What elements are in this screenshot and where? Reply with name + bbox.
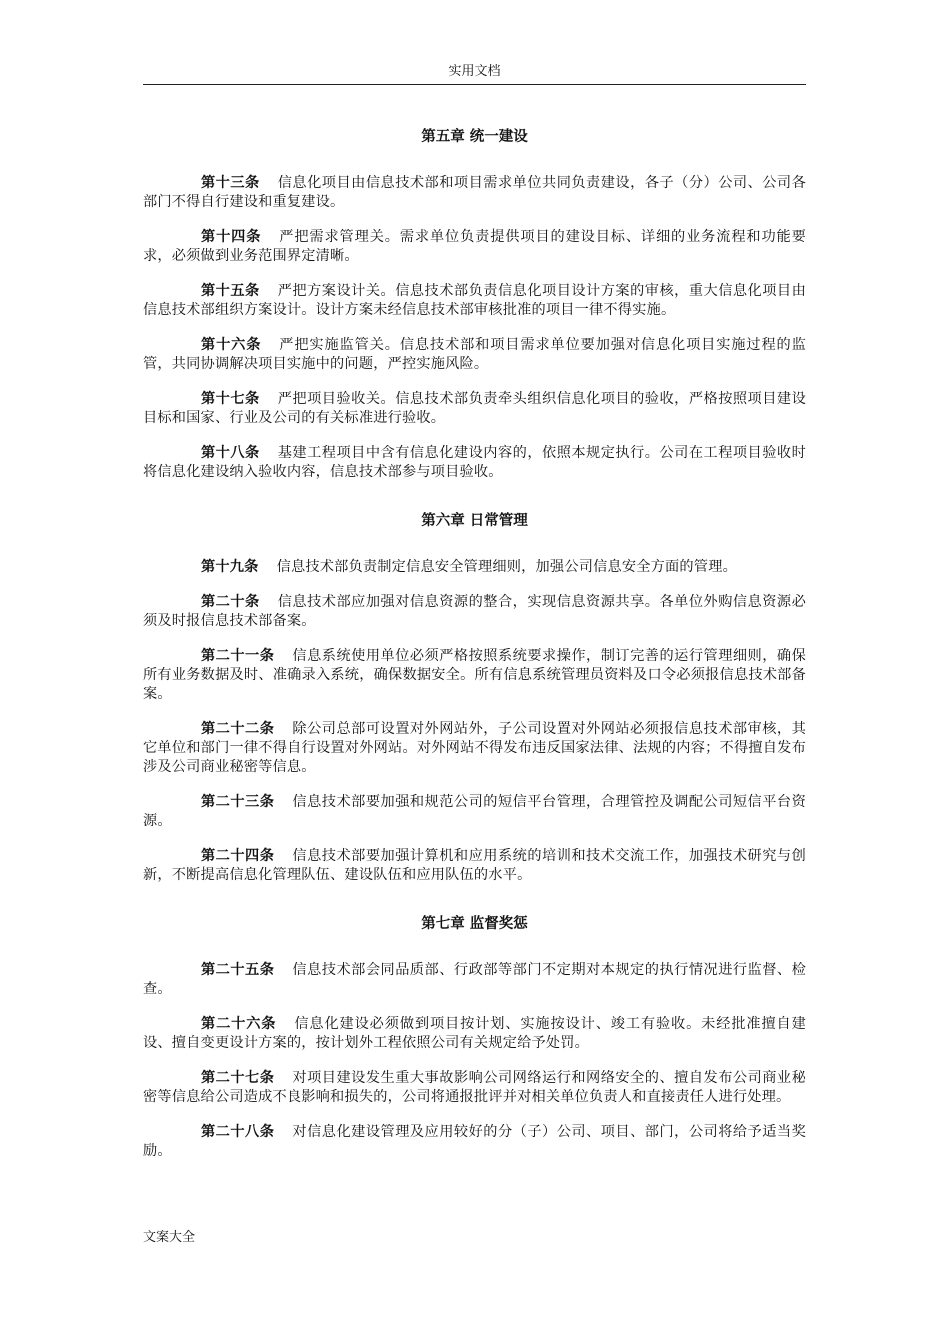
article-number: 第十五条 <box>201 283 260 299</box>
article-number: 第二十二条 <box>201 721 275 737</box>
article-text: 信息技术部应加强对信息资源的整合，实现信息资源共享。各单位外购信息资源必须及时报信息技术部备案。 <box>143 594 806 629</box>
article-18 <box>143 444 806 482</box>
header-text: 实用文档 <box>448 64 501 79</box>
article-number: 第十九条 <box>201 559 259 575</box>
chapter-title: 第五章 统一建设 <box>421 129 528 145</box>
chapter-title: 第六章 日常管理 <box>421 513 528 529</box>
article-16 <box>143 336 806 374</box>
article-21 <box>143 647 806 704</box>
article-text: 严把项目验收关。信息技术部负责牵头组织信息化项目的验收，严格按照项目建设目标和国家、行业及公司的有关标准进行验收。 <box>143 391 806 426</box>
chapter-title: 第七章 监督奖惩 <box>421 916 528 932</box>
article-number: 第二十六条 <box>201 1016 277 1032</box>
article-number: 第十三条 <box>201 175 260 191</box>
article-text: 严把方案设计关。信息技术部负责信息化项目设计方案的审核，重大信息化项目由信息技术部组织方案设计。设计方案未经信息技术部审核批准的项目一律不得实施。 <box>143 283 806 318</box>
article-text: 对项目建设发生重大事故影响公司网络运行和网络安全的、擅自发布公司商业秘密等信息给公司造成不良影响和损失的，公司将通报批评并对相关单位负责人和直接责任人进行处理。 <box>143 1070 806 1105</box>
article-number: 第十四条 <box>201 229 262 245</box>
footer-text: 文案大全 <box>143 1230 196 1245</box>
article-28 <box>143 1123 806 1161</box>
document-body <box>143 126 806 1177</box>
article-text: 除公司总部可设置对外网站外，子公司设置对外网站必须报信息技术部审核，其它单位和部门一律不得自行设置对外网站。对外网站不得发布违反国家法律、法规的内容；不得擅自发布涉及公司商业秘密等信息。 <box>143 721 806 775</box>
article-number: 第十六条 <box>201 337 262 353</box>
article-number: 第十八条 <box>201 445 260 461</box>
article-13 <box>143 174 806 212</box>
chapter-6 <box>143 510 806 885</box>
chapter-7 <box>143 913 806 1161</box>
article-number: 第二十七条 <box>201 1070 275 1086</box>
article-text: 严把实施监管关。信息技术部和项目需求单位要加强对信息化项目实施过程的监管，共同协调解决项目实施中的问题，严控实施风险。 <box>143 337 806 372</box>
article-number: 第十七条 <box>201 391 260 407</box>
page-footer <box>143 1228 195 1248</box>
chapter-5 <box>143 126 806 482</box>
article-text: 信息技术部要加强计算机和应用系统的培训和技术交流工作，加强技术研究与创新，不断提高信息化管理队伍、建设队伍和应用队伍的水平。 <box>143 848 806 883</box>
article-number: 第二十条 <box>201 594 260 610</box>
article-text: 信息技术部负责制定信息安全管理细则，加强公司信息安全方面的管理。 <box>276 559 737 575</box>
article-23 <box>143 793 806 831</box>
article-text: 基建工程项目中含有信息化建设内容的，依照本规定执行。公司在工程项目验收时将信息化建设纳入验收内容，信息技术部参与项目验收。 <box>143 445 806 480</box>
article-17 <box>143 390 806 428</box>
article-text: 信息技术部会同品质部、行政部等部门不定期对本规定的执行情况进行监督、检查。 <box>143 962 806 997</box>
article-24 <box>143 847 806 885</box>
article-26 <box>143 1015 806 1053</box>
article-14 <box>143 228 806 266</box>
article-number: 第二十八条 <box>201 1124 275 1140</box>
article-text: 信息技术部要加强和规范公司的短信平台管理，合理管控及调配公司短信平台资源。 <box>143 794 806 829</box>
article-number: 第二十四条 <box>201 848 275 864</box>
article-text: 严把需求管理关。需求单位负责提供项目的建设目标、详细的业务流程和功能要求，必须做到业务范围界定清晰。 <box>143 229 806 264</box>
article-22 <box>143 720 806 777</box>
article-text: 对信息化建设管理及应用较好的分（子）公司、项目、部门，公司将给予适当奖励。 <box>143 1124 806 1159</box>
article-text: 信息系统使用单位必须严格按照系统要求操作，制订完善的运行管理细则，确保所有业务数据及时、准确录入系统，确保数据安全。所有信息系统管理员资料及口令必须报信息技术部备案。 <box>143 648 806 702</box>
page-header <box>143 62 806 85</box>
article-number: 第二十五条 <box>201 962 275 978</box>
article-25 <box>143 961 806 999</box>
article-text: 信息化项目由信息技术部和项目需求单位共同负责建设，各子（分）公司、公司各部门不得自行建设和重复建设。 <box>143 175 806 210</box>
article-15 <box>143 282 806 320</box>
article-27 <box>143 1069 806 1107</box>
article-text: 信息化建设必须做到项目按计划、实施按设计、竣工有验收。未经批准擅自建设、擅自变更设计方案的，按计划外工程依照公司有关规定给予处罚。 <box>143 1016 806 1051</box>
article-number: 第二十一条 <box>201 648 275 664</box>
article-number: 第二十三条 <box>201 794 275 810</box>
article-19 <box>143 558 806 577</box>
article-20 <box>143 593 806 631</box>
